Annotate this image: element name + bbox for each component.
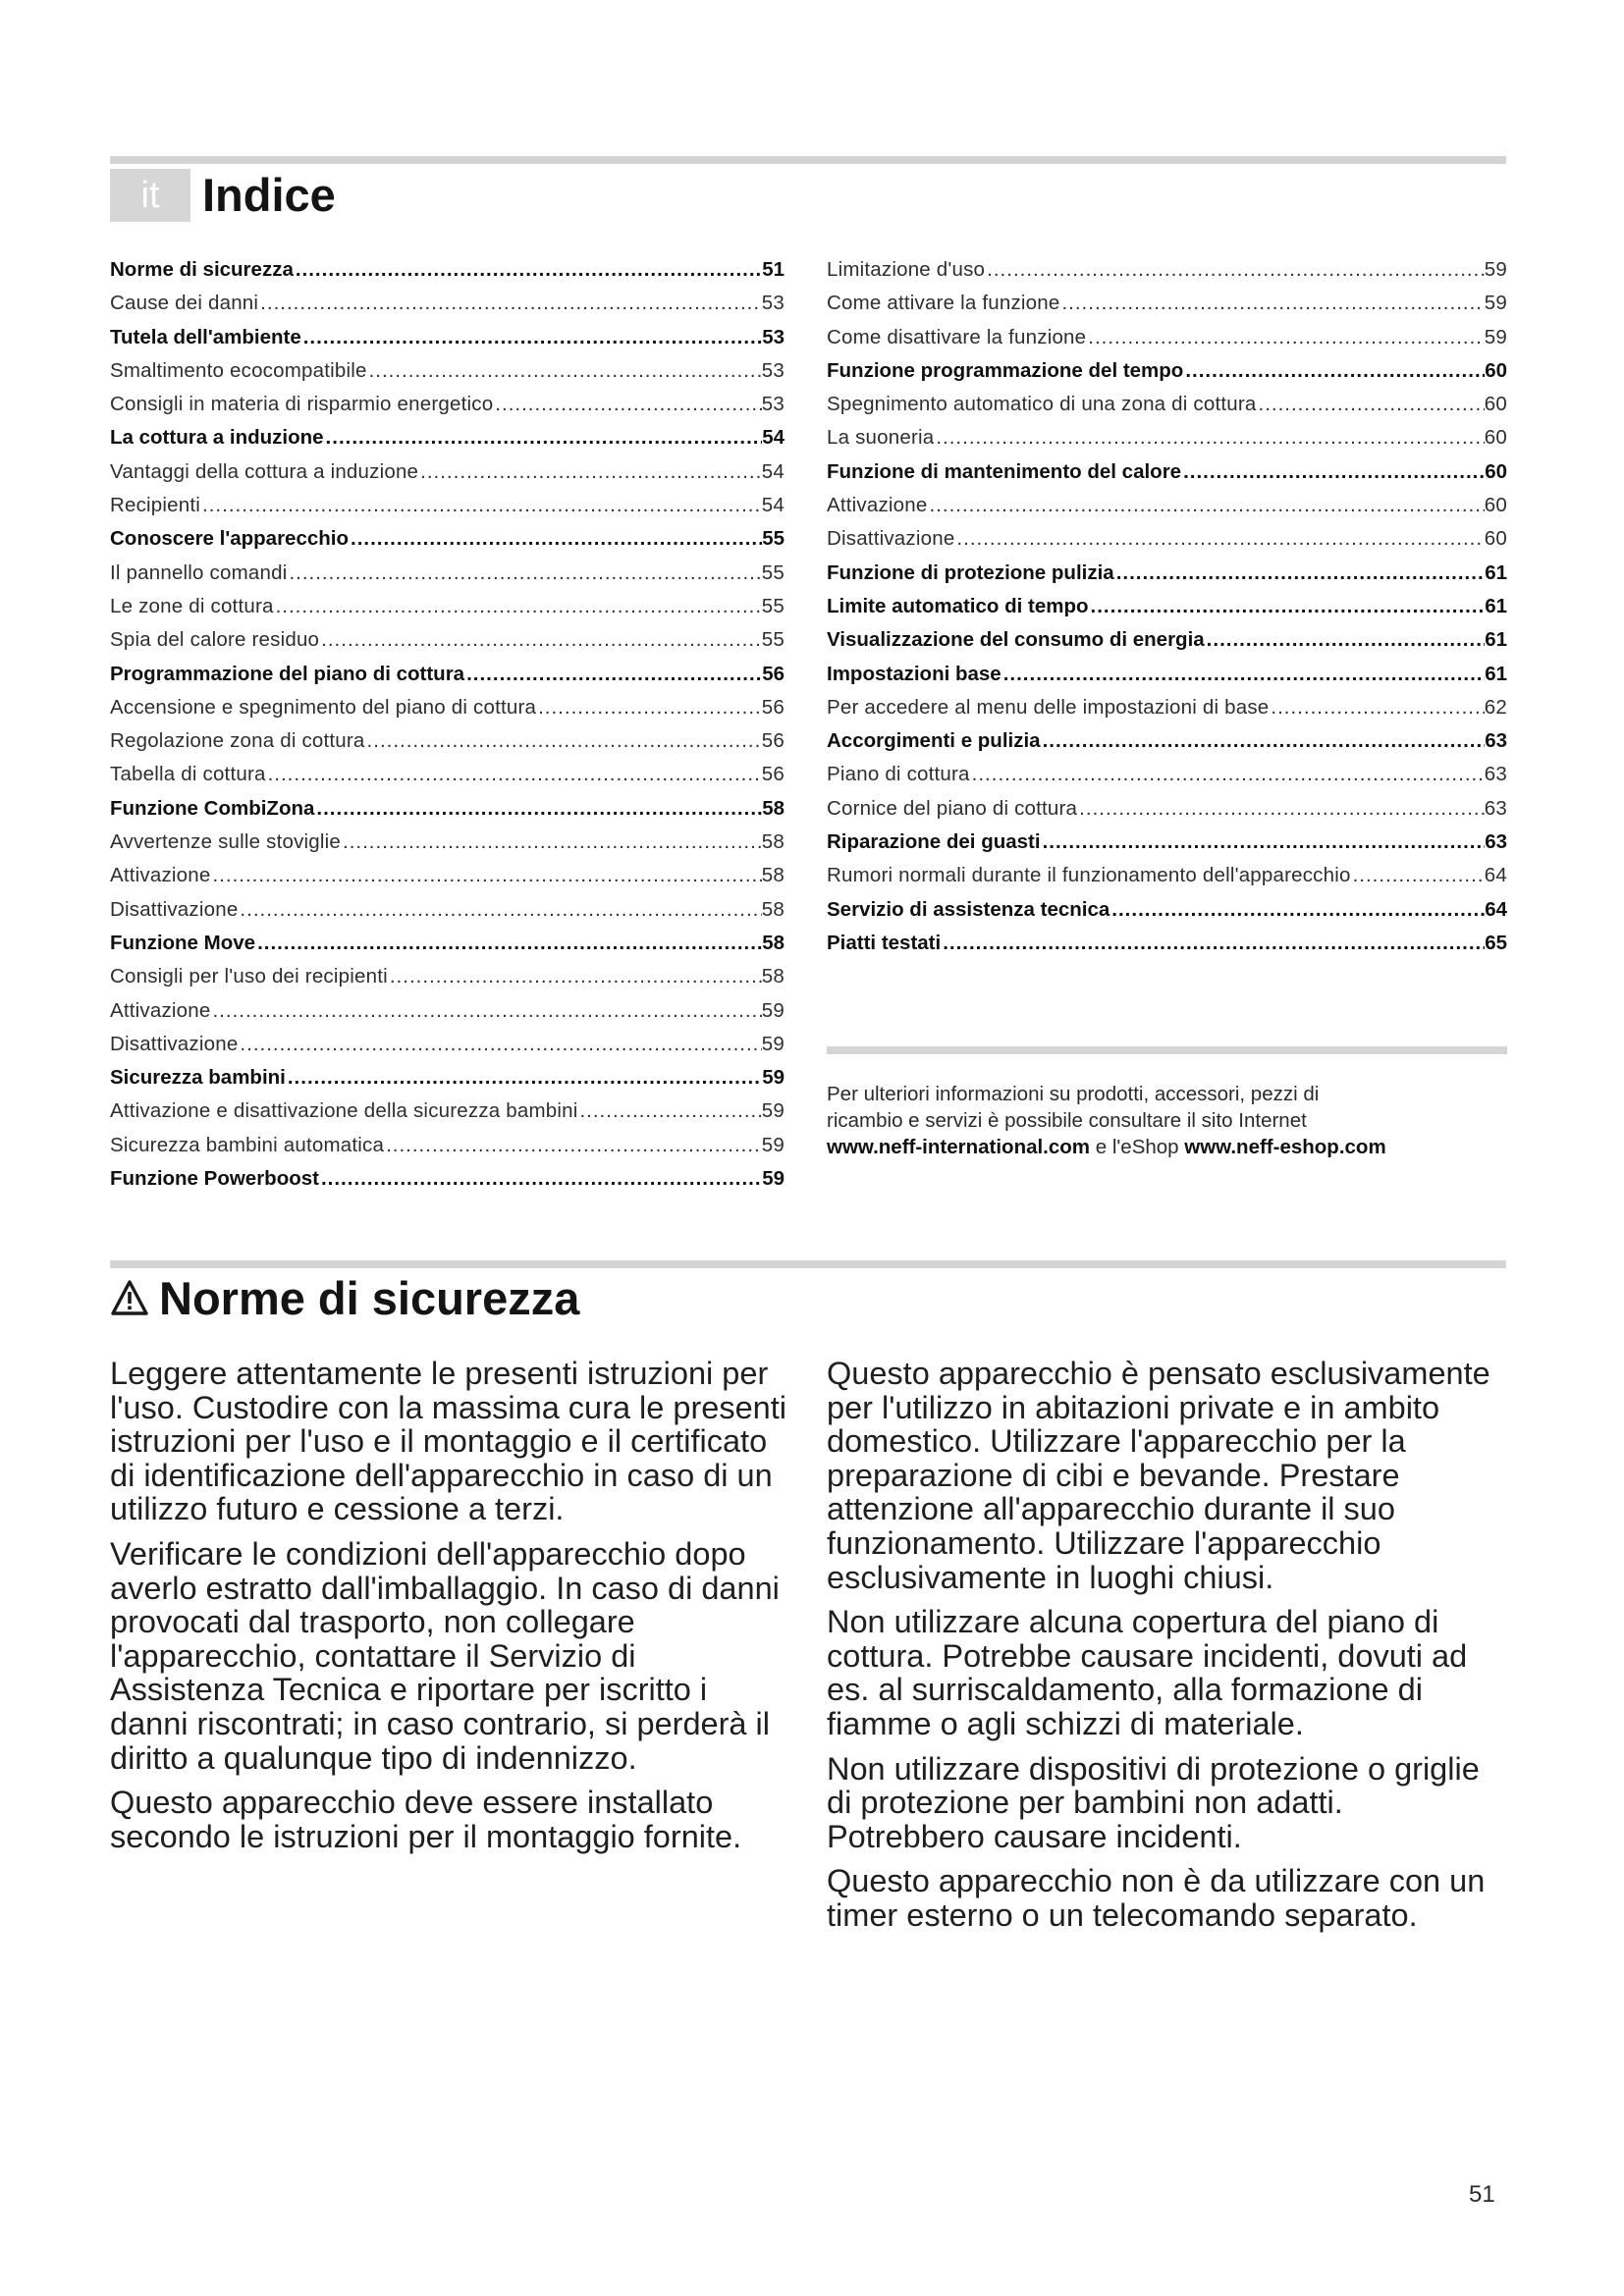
toc-entry-title: Consigli per l'uso dei recipienti xyxy=(110,965,388,988)
toc-entry-page: 59 xyxy=(761,998,785,1022)
dot-leader xyxy=(464,658,762,691)
safety-paragraph: Verificare le condizioni dell'apparecchio dopo averlo estratto dall'imballaggio. In caso di danni provocati dal trasporto, non collegare l'apparecchio, contattare il Servizio di Assistenza Tecnica e riportare per iscritto i danni riscontrati; in caso contrario, si perderà il diritto a qualunque tipo di indennizzo. xyxy=(110,1535,780,1776)
toc-entry[interactable] xyxy=(110,859,785,892)
page-number: 51 xyxy=(1469,2181,1495,2208)
dot-leader xyxy=(319,1162,762,1196)
dot-leader xyxy=(1351,859,1485,892)
toc-entry-page: 60 xyxy=(1484,527,1507,551)
toc-entry-title: Come disattivare la funzione xyxy=(827,325,1087,348)
toc-entry-title: Funzione Powerboost xyxy=(110,1167,319,1191)
toc-left-column xyxy=(110,253,785,1196)
index-title: Indice xyxy=(202,169,336,221)
toc-entry-title: La cottura a induzione xyxy=(110,426,324,450)
toc-entry-page: 56 xyxy=(761,763,785,786)
toc-entry[interactable] xyxy=(110,321,785,354)
info-note xyxy=(827,1081,1514,1160)
toc-entry-page: 51 xyxy=(762,258,785,281)
toc-entry[interactable] xyxy=(827,489,1507,522)
toc-entry-title: Cause dei danni xyxy=(110,292,259,315)
toc-entry-page: 53 xyxy=(761,358,785,382)
dot-leader xyxy=(324,421,763,454)
dot-leader xyxy=(934,421,1484,454)
toc-entry-page: 61 xyxy=(1485,561,1507,584)
dot-leader xyxy=(985,253,1485,287)
toc-entry-title: Visualizzazione del consumo di energia xyxy=(827,628,1205,652)
toc-entry-title: Come attivare la funzione xyxy=(827,292,1060,315)
toc-entry-page: 61 xyxy=(1485,628,1507,652)
toc-entry[interactable] xyxy=(827,893,1507,927)
dot-leader xyxy=(255,927,762,960)
toc-entry-page: 60 xyxy=(1485,358,1507,382)
dot-leader xyxy=(319,623,762,657)
dot-leader xyxy=(294,253,762,287)
dot-leader xyxy=(210,994,761,1028)
toc-entry-page: 64 xyxy=(1485,897,1507,921)
safety-paragraph: Non utilizzare alcuna copertura del piano di cottura. Potrebbe causare incidenti, dovuti ad es. al surriscaldamento, alla formazione di fiamme o agli schizzi di materiale. xyxy=(827,1604,1468,1741)
dot-leader xyxy=(287,557,761,590)
dot-leader xyxy=(1114,557,1486,590)
toc-entry-title: Il pannello comandi xyxy=(110,561,288,584)
dot-leader xyxy=(200,489,762,522)
toc-entry[interactable] xyxy=(110,421,785,454)
dot-leader xyxy=(1077,792,1485,826)
toc-entry-page: 60 xyxy=(1484,393,1507,416)
dot-leader xyxy=(1089,590,1486,623)
toc-entry-page: 58 xyxy=(762,931,785,954)
toc-entry[interactable] xyxy=(110,522,785,556)
safety-paragraph: Questo apparecchio deve essere installato secondo le istruzioni per il montaggio fornite. xyxy=(110,1785,742,1854)
safety-paragraph: Leggere attentamente le presenti istruzioni per l'uso. Custodire con la massima cura le presenti istruzioni per l'uso e il montaggio e il certificato di identificazione dell'apparecchio in caso di un utilizzo futuro e cessione a terzi. xyxy=(110,1356,787,1527)
safety-paragraph: Questo apparecchio non è da utilizzare con un timer esterno o un telecomando separato. xyxy=(827,1863,1486,1933)
toc-entry-title: Limitazione d'uso xyxy=(827,258,986,281)
toc-entry-title: La suoneria xyxy=(827,426,935,450)
toc-entry[interactable] xyxy=(110,590,785,623)
dot-leader xyxy=(367,354,762,388)
toc-entry[interactable] xyxy=(827,590,1507,623)
toc-entry-page: 58 xyxy=(761,830,785,854)
toc-entry-title: Funzione CombiZona xyxy=(110,796,315,820)
toc-entry[interactable] xyxy=(827,253,1507,287)
toc-entry[interactable] xyxy=(827,623,1507,657)
toc-entry-title: Regolazione zona di cottura xyxy=(110,729,365,753)
toc-entry-title: Attivazione xyxy=(110,998,211,1022)
dot-leader xyxy=(1086,321,1485,354)
toc-entry[interactable] xyxy=(110,1095,785,1128)
dot-leader xyxy=(341,826,762,859)
dot-leader xyxy=(1183,354,1485,388)
toc-entry-page: 59 xyxy=(761,1032,785,1055)
dot-leader xyxy=(286,1061,762,1095)
info-note-line: ricambio e servizi è possibile consultare il sito Internet xyxy=(827,1109,1307,1132)
toc-entry[interactable] xyxy=(827,859,1507,892)
dot-leader xyxy=(349,522,762,556)
toc-entry-title: Consigli in materia di risparmio energetico xyxy=(110,393,494,416)
toc-entry-title: Per accedere al menu delle impostazioni di base xyxy=(827,695,1270,719)
toc-entry-title: Attivazione xyxy=(827,494,928,517)
toc-entry-title: Servizio di assistenza tecnica xyxy=(827,897,1110,921)
toc-entry-page: 62 xyxy=(1484,695,1507,719)
toc-right-column xyxy=(827,253,1507,960)
toc-entry[interactable] xyxy=(827,658,1507,691)
toc-entry-title: Smaltimento ecocompatibile xyxy=(110,358,367,382)
toc-entry-title: Norme di sicurezza xyxy=(110,258,294,281)
toc-entry-page: 55 xyxy=(761,561,785,584)
toc-entry-page: 54 xyxy=(762,426,785,450)
toc-entry-page: 64 xyxy=(1484,864,1507,887)
safety-rule xyxy=(110,1260,1506,1268)
toc-entry[interactable] xyxy=(827,792,1507,826)
toc-entry-title: Accensione e spegnimento del piano di cottura xyxy=(110,695,537,719)
toc-entry[interactable] xyxy=(827,758,1507,791)
toc-entry-title: Piano di cottura xyxy=(827,763,970,786)
toc-entry-title: Programmazione del piano di cottura xyxy=(110,662,465,685)
toc-entry-page: 60 xyxy=(1484,426,1507,450)
toc-entry-page: 63 xyxy=(1485,729,1507,753)
toc-entry-page: 53 xyxy=(761,292,785,315)
toc-entry[interactable] xyxy=(110,1129,785,1162)
toc-entry[interactable] xyxy=(827,421,1507,454)
dot-leader xyxy=(1001,658,1485,691)
toc-entry-title: Funzione Move xyxy=(110,931,256,954)
dot-leader xyxy=(266,758,762,791)
dot-leader xyxy=(1059,287,1484,320)
dot-leader xyxy=(577,1095,761,1128)
warning-triangle-icon xyxy=(110,1279,149,1316)
toc-entry[interactable] xyxy=(827,826,1507,859)
toc-entry-title: Funzione di protezione pulizia xyxy=(827,561,1114,584)
toc-entry-title: Sicurezza bambini xyxy=(110,1066,286,1090)
toc-entry[interactable] xyxy=(110,826,785,859)
toc-entry-title: Riparazione dei guasti xyxy=(827,830,1041,854)
dot-leader xyxy=(274,590,762,623)
dot-leader xyxy=(1205,623,1486,657)
toc-entry-title: Tabella di cottura xyxy=(110,763,266,786)
toc-entry-title: Vantaggi della cottura a induzione xyxy=(110,459,419,483)
toc-entry-page: 63 xyxy=(1485,830,1507,854)
toc-entry-page: 53 xyxy=(762,325,785,348)
toc-entry-page: 58 xyxy=(762,796,785,820)
dot-leader xyxy=(210,859,761,892)
toc-entry[interactable] xyxy=(110,658,785,691)
dot-leader xyxy=(384,1129,762,1162)
toc-entry[interactable] xyxy=(110,489,785,522)
toc-entry-page: 61 xyxy=(1485,594,1507,617)
safety-title: Norme di sicurezza xyxy=(159,1272,580,1324)
dot-leader xyxy=(238,893,761,927)
toc-entry[interactable] xyxy=(110,792,785,826)
toc-entry[interactable] xyxy=(827,724,1507,758)
toc-entry-title: Attivazione e disattivazione della sicurezza bambini xyxy=(110,1099,578,1123)
toc-entry[interactable] xyxy=(827,522,1507,556)
dot-leader xyxy=(1257,388,1485,421)
info-note-line: Per ulteriori informazioni su prodotti, accessori, pezzi di xyxy=(827,1083,1320,1105)
toc-entry-page: 54 xyxy=(761,459,785,483)
toc-entry[interactable] xyxy=(110,253,785,287)
toc-entry-page: 59 xyxy=(1484,325,1507,348)
toc-entry-page: 58 xyxy=(761,897,785,921)
dot-leader xyxy=(418,455,762,489)
eshop-link[interactable]: www.neff-eshop.com xyxy=(1184,1136,1386,1158)
toc-entry[interactable] xyxy=(827,321,1507,354)
toc-entry[interactable] xyxy=(110,455,785,489)
dot-leader xyxy=(536,691,762,724)
toc-entry[interactable] xyxy=(110,691,785,724)
toc-entry-page: 59 xyxy=(762,1066,785,1090)
toc-entry-page: 59 xyxy=(761,1099,785,1123)
toc-entry-page: 60 xyxy=(1484,494,1507,517)
toc-entry-title: Recipienti xyxy=(110,494,201,517)
toc-entry-title: Rumori normali durante il funzionamento dell'apparecchio xyxy=(827,864,1351,887)
toc-entry[interactable] xyxy=(110,287,785,320)
dot-leader xyxy=(314,792,762,826)
info-note-joiner: e l'eShop xyxy=(1090,1136,1185,1158)
toc-entry-title: Disattivazione xyxy=(827,527,955,551)
toc-entry[interactable] xyxy=(110,893,785,927)
toc-entry[interactable] xyxy=(110,758,785,791)
toc-entry[interactable] xyxy=(827,691,1507,724)
dot-leader xyxy=(927,489,1484,522)
toc-entry-page: 59 xyxy=(762,1167,785,1191)
toc-entry-page: 58 xyxy=(761,965,785,988)
toc-entry[interactable] xyxy=(827,287,1507,320)
website-link[interactable]: www.neff-international.com xyxy=(827,1136,1091,1158)
toc-entry-title: Attivazione xyxy=(110,864,211,887)
toc-entry[interactable] xyxy=(110,1162,785,1196)
dot-leader xyxy=(1041,826,1486,859)
dot-leader xyxy=(941,927,1485,960)
toc-entry[interactable] xyxy=(827,557,1507,590)
toc-entry[interactable] xyxy=(827,927,1507,960)
toc-entry-title: Spegnimento automatico di una zona di cottura xyxy=(827,393,1257,416)
toc-entry-title: Accorgimenti e pulizia xyxy=(827,729,1041,753)
toc-entry-page: 61 xyxy=(1485,662,1507,685)
info-note-links xyxy=(827,1134,1514,1160)
toc-entry[interactable] xyxy=(110,960,785,993)
toc-entry-page: 56 xyxy=(762,662,785,685)
toc-entry[interactable] xyxy=(110,557,785,590)
toc-entry-title: Conoscere l'apparecchio xyxy=(110,527,349,551)
dot-leader xyxy=(301,321,762,354)
safety-left-column xyxy=(110,1357,787,1864)
toc-entry-page: 58 xyxy=(761,864,785,887)
toc-entry-page: 55 xyxy=(761,594,785,617)
safety-right-column xyxy=(827,1357,1506,1944)
toc-entry-title: Funzione programmazione del tempo xyxy=(827,358,1184,382)
toc-entry[interactable] xyxy=(110,994,785,1028)
toc-entry[interactable] xyxy=(827,354,1507,388)
toc-entry-title: Avvertenze sulle stoviglie xyxy=(110,830,341,854)
toc-entry-page: 63 xyxy=(1484,763,1507,786)
dot-leader xyxy=(954,522,1484,556)
toc-entry-title: Tutela dell'ambiente xyxy=(110,325,301,348)
info-rule xyxy=(827,1046,1507,1054)
toc-entry[interactable] xyxy=(110,724,785,758)
toc-entry-page: 60 xyxy=(1485,459,1507,483)
toc-entry[interactable] xyxy=(827,455,1507,489)
toc-entry-page: 59 xyxy=(1484,258,1507,281)
dot-leader xyxy=(1110,893,1485,927)
toc-entry[interactable] xyxy=(110,388,785,421)
toc-entry-title: Sicurezza bambini automatica xyxy=(110,1133,385,1156)
dot-leader xyxy=(365,724,762,758)
dot-leader xyxy=(970,758,1485,791)
toc-entry-title: Funzione di mantenimento del calore xyxy=(827,459,1182,483)
safety-heading xyxy=(110,1271,579,1325)
safety-paragraph: Questo apparecchio è pensato esclusivamente per l'utilizzo in abitazioni private e in ambito domestico. Utilizzare l'apparecchio per la preparazione di cibi e bevande. Prestare attenzione all'apparecchio durante il suo funzionamento. Utilizzare l'apparecchio esclusivamente in luoghi chiusi. xyxy=(827,1356,1490,1595)
toc-entry-title: Spia del calore residuo xyxy=(110,628,320,652)
toc-entry-title: Disattivazione xyxy=(110,897,239,921)
toc-entry-title: Piatti testati xyxy=(827,931,942,954)
toc-entry-title: Disattivazione xyxy=(110,1032,239,1055)
dot-leader xyxy=(1181,455,1485,489)
toc-entry-title: Le zone di cottura xyxy=(110,594,274,617)
safety-paragraph: Non utilizzare dispositivi di protezione o griglie di protezione per bambini non adatti. Potrebbero causare incidenti. xyxy=(827,1750,1480,1854)
toc-entry[interactable] xyxy=(827,388,1507,421)
toc-entry-page: 54 xyxy=(761,494,785,517)
toc-entry-page: 55 xyxy=(761,628,785,652)
toc-entry[interactable] xyxy=(110,623,785,657)
toc-entry-page: 59 xyxy=(761,1133,785,1156)
toc-entry[interactable] xyxy=(110,1061,785,1095)
toc-entry-title: Impostazioni base xyxy=(827,662,1001,685)
language-tag: it xyxy=(110,169,190,222)
dot-leader xyxy=(388,960,762,993)
toc-entry[interactable] xyxy=(110,354,785,388)
toc-entry[interactable] xyxy=(110,927,785,960)
dot-leader xyxy=(1269,691,1484,724)
toc-entry-page: 55 xyxy=(762,527,785,551)
toc-entry-title: Limite automatico di tempo xyxy=(827,594,1089,617)
toc-entry-page: 56 xyxy=(761,695,785,719)
toc-entry-title: Cornice del piano di cottura xyxy=(827,796,1078,820)
top-rule xyxy=(110,156,1506,164)
dot-leader xyxy=(493,388,762,421)
toc-entry-page: 63 xyxy=(1484,796,1507,820)
dot-leader xyxy=(1041,724,1486,758)
toc-entry-page: 59 xyxy=(1484,292,1507,315)
toc-entry-page: 56 xyxy=(761,729,785,753)
dot-leader xyxy=(258,287,762,320)
toc-entry[interactable] xyxy=(110,1028,785,1061)
toc-entry-page: 65 xyxy=(1485,931,1507,954)
toc-entry-page: 53 xyxy=(761,393,785,416)
dot-leader xyxy=(238,1028,761,1061)
